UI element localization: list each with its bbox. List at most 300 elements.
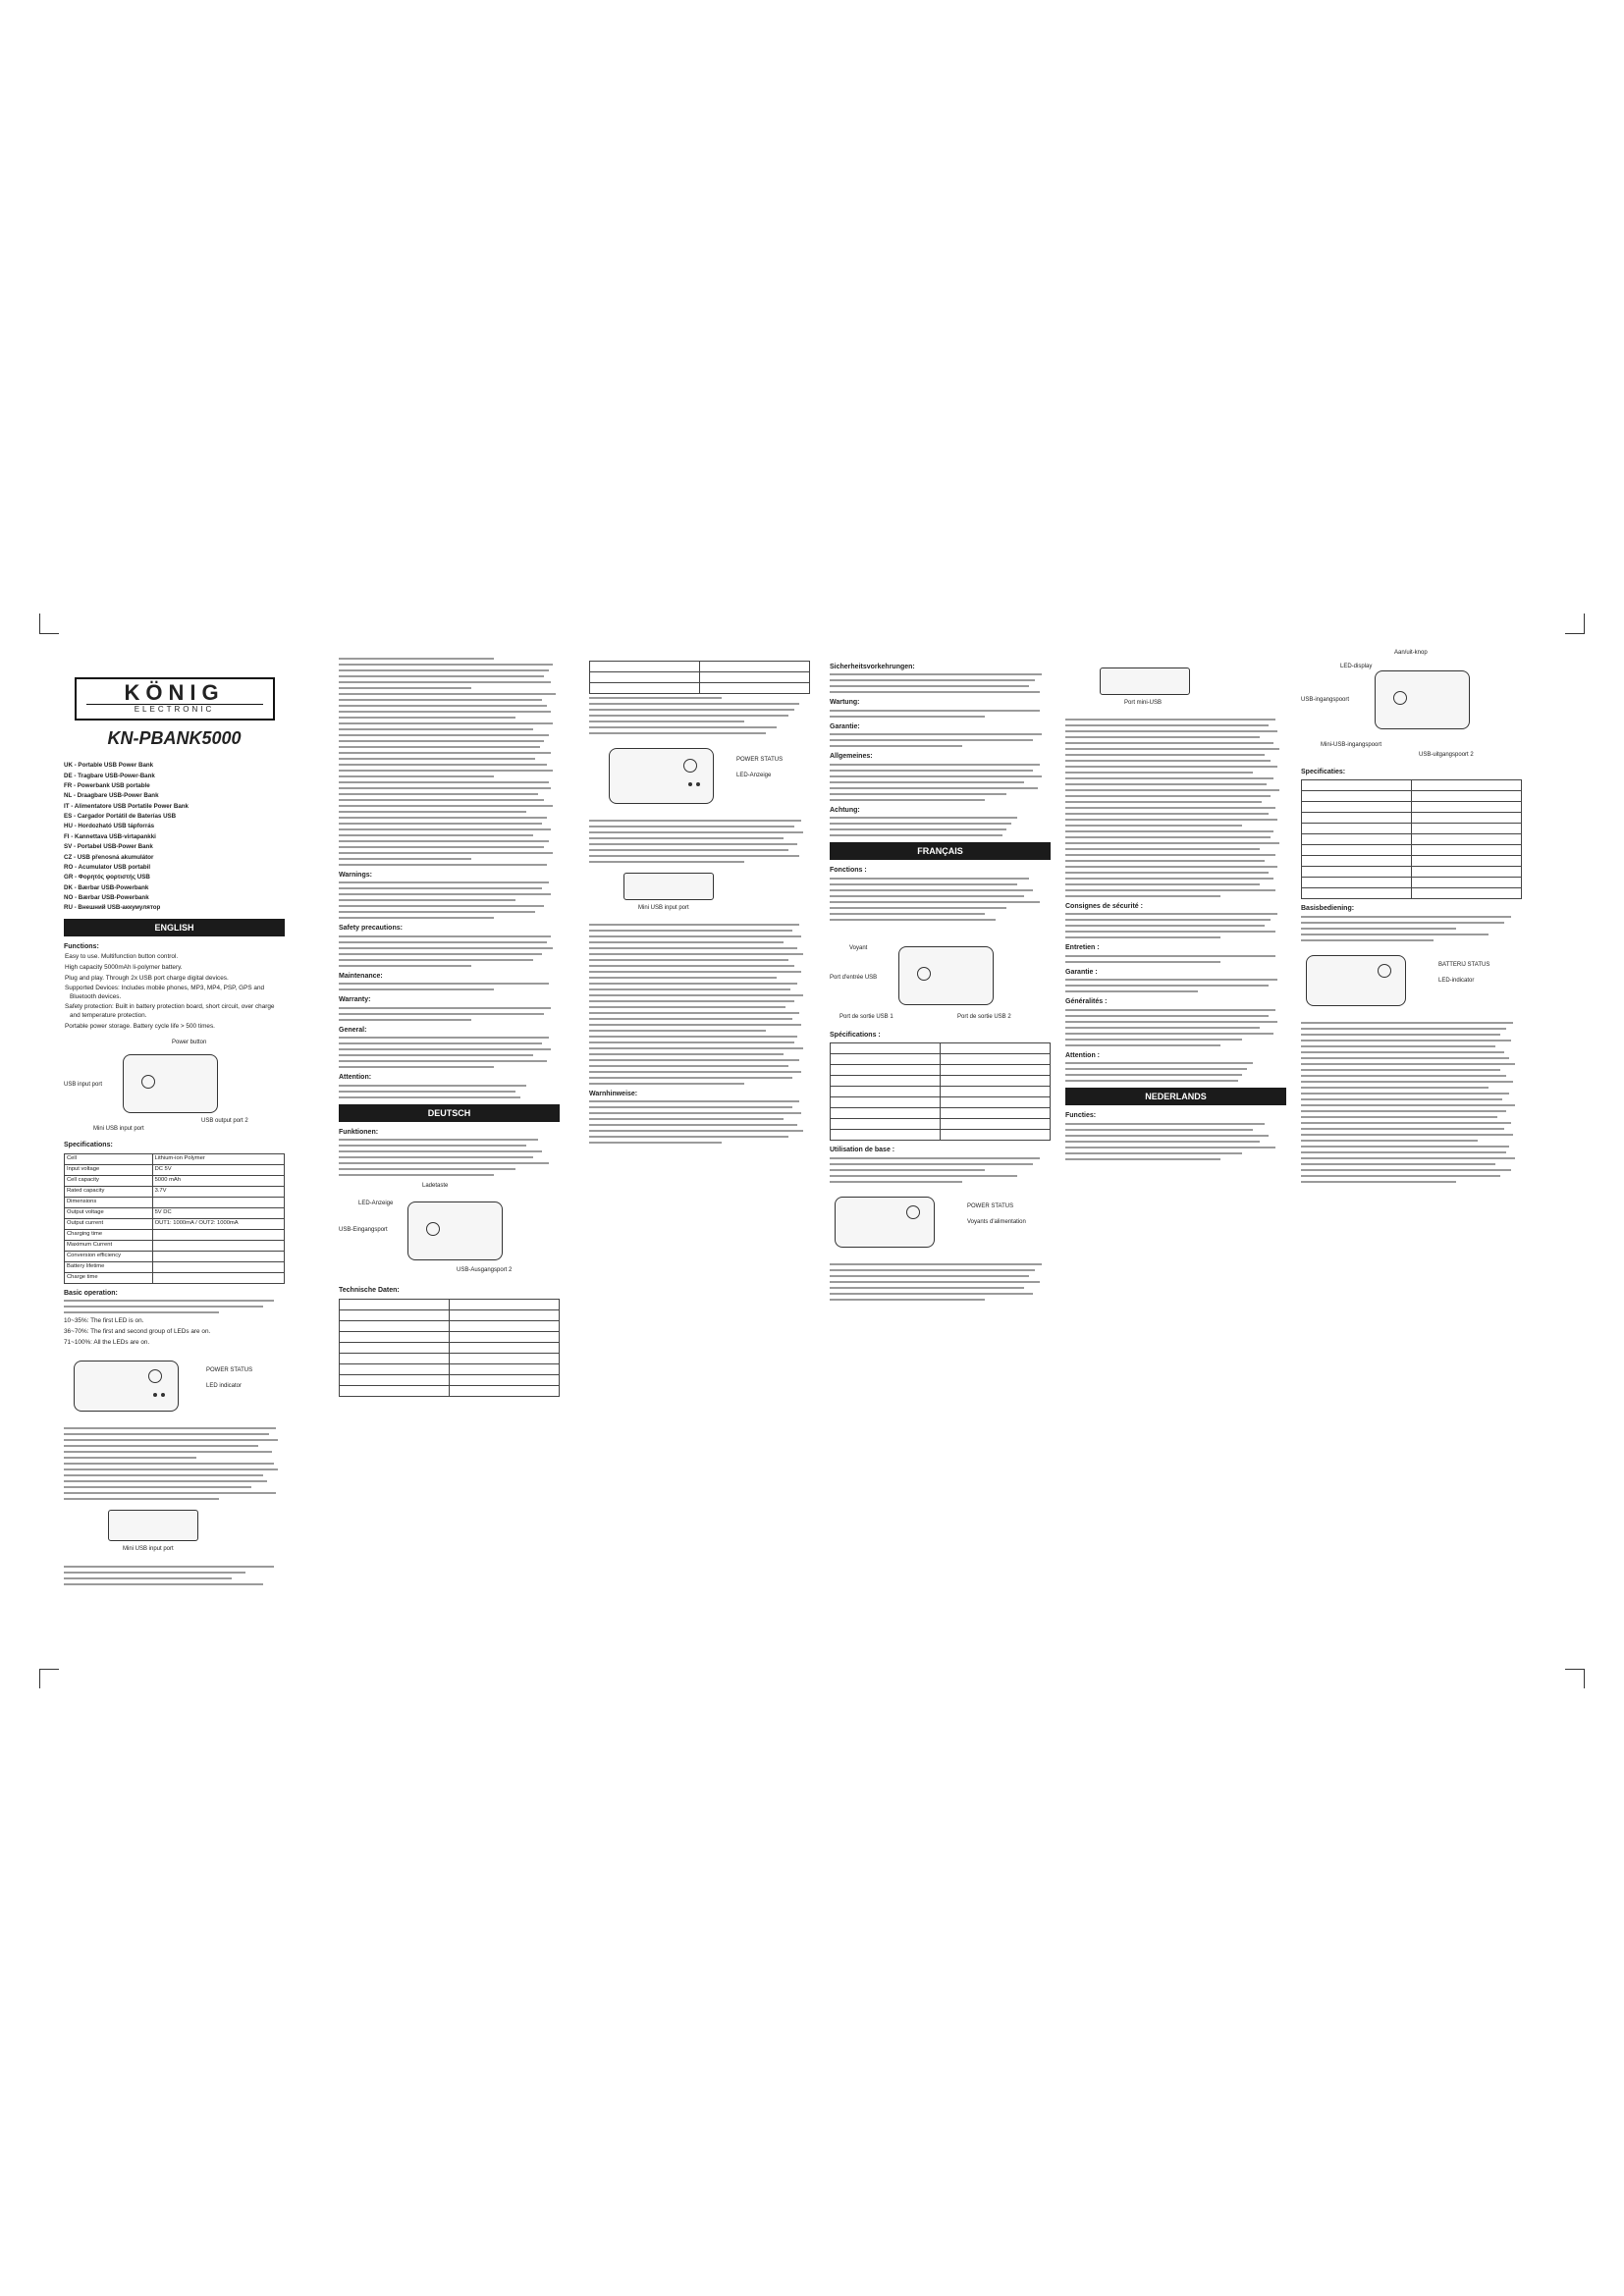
spec-cell [1412, 867, 1522, 878]
spec-cell [941, 1054, 1051, 1065]
power-bank-illustration [898, 946, 994, 1005]
spec-label: Maximum Current [65, 1240, 153, 1251]
led-level-item: 71~100%: All the LEDs are on. [64, 1338, 150, 1346]
spec-value: OUT1: 1000mA / OUT2: 1000mA [152, 1218, 284, 1229]
spec-cell [340, 1374, 450, 1385]
paragraph-placeholder [830, 878, 1051, 921]
utilisation-heading: Utilisation de base : [830, 1147, 895, 1154]
spec-cell [831, 1087, 941, 1097]
table-row [831, 1108, 1051, 1119]
callout-led-display: LED-display [1340, 664, 1373, 669]
model-title: KN-PBANK5000 [107, 728, 242, 748]
basic-operation-heading: Basic operation: [64, 1289, 118, 1297]
paragraph-placeholder [589, 820, 810, 863]
power-button-icon [683, 759, 697, 773]
spec-cell [340, 1299, 450, 1309]
table-row [1302, 856, 1522, 867]
power-bank-illustration [74, 1361, 179, 1412]
table-row [340, 1320, 560, 1331]
spec-label: Battery lifetime [65, 1261, 153, 1272]
device-figure-de [339, 1182, 560, 1280]
function-item: High capacity 5000mAh li-polymer battery. [65, 963, 183, 971]
spec-cell [340, 1320, 450, 1331]
callout-led-anzeige: LED-Anzeige [736, 773, 772, 778]
column-1 [64, 658, 285, 1589]
led-icon [688, 782, 692, 786]
table-row [1302, 834, 1522, 845]
entretien-heading: Entretien : [1065, 944, 1100, 952]
consignes-heading: Consignes de sécurité : [1065, 903, 1143, 910]
mini-usb-connector-illustration [108, 1510, 198, 1541]
section-bar-english: ENGLISH [64, 919, 285, 936]
table-row [340, 1374, 560, 1385]
paragraph-placeholder [1065, 1123, 1286, 1160]
paragraph-placeholder [1065, 1062, 1286, 1082]
crop-mark [1584, 614, 1585, 633]
function-item: Safety protection: Built in battery protection board, short circuit, over charge and temperature protection. [65, 1003, 275, 1020]
spec-cell [450, 1385, 560, 1396]
table-row [1302, 802, 1522, 813]
spec-cell [1302, 813, 1412, 824]
logo-bottom-text: ELECTRONIC [86, 704, 263, 716]
spec-table-de-cont [589, 661, 810, 694]
spec-cell [340, 1353, 450, 1363]
spec-cell [1302, 802, 1412, 813]
spec-table-fr [830, 1042, 1051, 1141]
table-row [65, 1251, 285, 1261]
paragraph-placeholder [1065, 979, 1286, 992]
table-row [340, 1309, 560, 1320]
garantie-fr-heading: Garantie : [1065, 968, 1098, 976]
spec-cell [450, 1353, 560, 1363]
table-row [340, 1299, 560, 1309]
section-bar-nederlands: NEDERLANDS [1065, 1088, 1286, 1105]
table-row [1302, 824, 1522, 834]
functies-heading: Functies: [1065, 1112, 1097, 1120]
crop-mark [39, 614, 40, 633]
spec-cell [340, 1363, 450, 1374]
spec-cell [340, 1309, 450, 1320]
language-item: RU - Внешний USB-аккумулятор [64, 904, 161, 912]
spec-cell [831, 1043, 941, 1054]
callout-usb-in: USB-ingangspoort [1301, 697, 1350, 703]
table-row [65, 1229, 285, 1240]
language-item: NL - Draagbare USB-Power Bank [64, 792, 159, 800]
language-item: CZ - USB přenosná akumulátor [64, 853, 154, 861]
power-button-icon [906, 1205, 920, 1219]
paragraph-placeholder [830, 764, 1051, 801]
paragraph-placeholder [589, 1100, 810, 1144]
crop-mark [1565, 1669, 1585, 1670]
function-item: Easy to use. Multifunction button control. [65, 953, 179, 961]
table-row [1302, 878, 1522, 888]
language-item: DK - Bærbar USB-Powerbank [64, 883, 149, 891]
column-2 [339, 658, 560, 1400]
column-6 [1301, 643, 1522, 1187]
table-row [65, 1272, 285, 1283]
spec-cell [450, 1331, 560, 1342]
spec-cell [1412, 856, 1522, 867]
table-row [340, 1331, 560, 1342]
spec-label: Rated capacity [65, 1186, 153, 1197]
sicherheit-heading: Sicherheitsvorkehrungen: [830, 664, 915, 670]
table-row [340, 1363, 560, 1374]
spec-cell [941, 1097, 1051, 1108]
crop-mark [1584, 1669, 1585, 1688]
language-item: RO - Acumulator USB portabil [64, 863, 151, 871]
language-item: NO - Bærbar USB-Powerbank [64, 893, 149, 901]
table-row [1302, 888, 1522, 899]
attention-heading: Attention: [339, 1074, 372, 1082]
paragraph-placeholder [1301, 1022, 1522, 1183]
paragraph-placeholder [830, 673, 1051, 693]
language-item: DE - Tragbare USB-Power-Bank [64, 772, 155, 779]
table-row [1302, 867, 1522, 878]
funktionen-heading: Funktionen: [339, 1128, 379, 1136]
spec-value [152, 1240, 284, 1251]
table-row [340, 1342, 560, 1353]
paragraph-placeholder [1065, 1009, 1286, 1046]
spec-cell [700, 672, 810, 683]
callout-port-usb2: Port de sortie USB 2 [957, 1013, 1011, 1020]
spec-cell [831, 1097, 941, 1108]
attention-fr-heading: Attention : [1065, 1051, 1100, 1059]
power-button-icon [148, 1369, 162, 1383]
power-bank-illustration [123, 1054, 218, 1113]
specs-heading: Specifications: [64, 1142, 113, 1149]
paragraph-placeholder [339, 1007, 560, 1021]
power-button-icon [426, 1222, 440, 1236]
paragraph-placeholder [1065, 955, 1286, 963]
spec-label: Output current [65, 1218, 153, 1229]
led-figure [64, 1353, 285, 1421]
crop-mark [39, 633, 59, 634]
language-list [64, 762, 285, 912]
callout-power-button: Power button [172, 1040, 207, 1046]
spec-value: DC 5V [152, 1164, 284, 1175]
spec-value [152, 1251, 284, 1261]
callout-led-indicator: LED-indicator [1438, 977, 1475, 984]
paragraph-placeholder [339, 1037, 560, 1068]
table-row [831, 1087, 1051, 1097]
mini-usb-figure-fr [1065, 664, 1286, 713]
paragraph-placeholder [339, 658, 560, 866]
fonctions-heading: Fonctions : [830, 867, 867, 875]
paragraph-placeholder [830, 1263, 1051, 1301]
paragraph-placeholder [339, 935, 560, 967]
table-row [1302, 845, 1522, 856]
spec-cell [1302, 824, 1412, 834]
callout-usb-output-2: USB output port 2 [201, 1118, 248, 1125]
paragraph-placeholder [339, 983, 560, 990]
table-row [65, 1207, 285, 1218]
mini-usb-figure-de [589, 869, 810, 918]
garantie-heading: Garantie: [830, 722, 860, 730]
column-3 [589, 658, 810, 1148]
spec-cell [1412, 780, 1522, 791]
callout-mini-usb: Mini USB input port [123, 1546, 174, 1553]
specifications-fr-heading: Spécifications : [830, 1031, 881, 1039]
table-row [1302, 780, 1522, 791]
callout-port-entree: Port d'entrée USB [830, 974, 878, 981]
spec-value [152, 1261, 284, 1272]
table-row [590, 662, 810, 672]
paragraph-placeholder [1065, 719, 1286, 897]
callout-port-usb1: Port de sortie USB 1 [839, 1013, 893, 1020]
spec-cell [831, 1076, 941, 1087]
spec-cell [340, 1331, 450, 1342]
led-figure-nl [1301, 947, 1522, 1016]
callout-batterij-status: BATTERIJ STATUS [1438, 961, 1490, 968]
language-item: UK - Portable USB Power Bank [64, 762, 154, 770]
spec-cell [590, 683, 700, 694]
column-5 [1065, 658, 1286, 1164]
callout-ladetaste: Ladetaste [422, 1183, 449, 1190]
spec-cell [700, 683, 810, 694]
led-icon [161, 1393, 165, 1397]
spec-cell [1302, 791, 1412, 802]
spec-cell [340, 1342, 450, 1353]
table-row [340, 1385, 560, 1396]
spec-value [152, 1272, 284, 1283]
led-figure-de [589, 740, 810, 814]
paragraph-placeholder [830, 710, 1051, 718]
paragraph-placeholder [339, 1085, 560, 1098]
language-item: IT - Alimentatore USB Portatile Power Bank [64, 802, 189, 810]
paragraph-placeholder [64, 1300, 285, 1313]
spec-label: Cell [65, 1153, 153, 1164]
spec-label: Output voltage [65, 1207, 153, 1218]
spec-label: Input voltage [65, 1164, 153, 1175]
spec-cell [941, 1076, 1051, 1087]
table-row [65, 1197, 285, 1207]
spec-cell [831, 1119, 941, 1130]
spec-value: 3.7V [152, 1186, 284, 1197]
paragraph-placeholder [1301, 916, 1522, 941]
callout-port-mini: Port mini-USB [1124, 700, 1163, 706]
power-button-icon [1393, 691, 1407, 705]
spec-cell [1302, 888, 1412, 899]
spec-cell [1302, 834, 1412, 845]
callout-mini-usb: Mini USB input port [638, 905, 689, 911]
spec-cell [941, 1119, 1051, 1130]
spec-cell [450, 1309, 560, 1320]
function-item: Supported Devices: Includes mobile phones, MP3, MP4, PSP, GPS and Bluetooth devices. [65, 985, 265, 1000]
paragraph-placeholder [1065, 913, 1286, 938]
spec-cell [1412, 802, 1522, 813]
language-item: FR - Powerbank USB portable [64, 782, 150, 790]
callout-usb-ausgang: USB-Ausgangsport 2 [457, 1267, 513, 1274]
basisbediening-heading: Basisbediening: [1301, 905, 1355, 913]
callout-mini-usb: Mini USB input port [93, 1126, 144, 1133]
power-bank-illustration [835, 1197, 935, 1248]
table-row [831, 1065, 1051, 1076]
language-item: FI - Kannettava USB-virtapankki [64, 832, 156, 840]
section-bar-francais: FRANÇAIS [830, 842, 1051, 860]
spec-cell [1302, 780, 1412, 791]
table-row [340, 1353, 560, 1363]
specificaties-heading: Specificaties: [1301, 769, 1346, 775]
spec-cell [700, 662, 810, 672]
spec-cell [1412, 878, 1522, 888]
paragraph-placeholder [64, 1427, 285, 1500]
table-row [65, 1164, 285, 1175]
led-level-item: 10~35%: The first LED is on. [64, 1317, 144, 1325]
table-row [831, 1097, 1051, 1108]
spec-label: Cell capacity [65, 1175, 153, 1186]
spec-cell [1302, 856, 1412, 867]
power-button-icon [141, 1075, 155, 1089]
callout-led-indicator: LED indicator [206, 1383, 243, 1390]
spec-cell [340, 1385, 450, 1396]
wartung-heading: Wartung: [830, 699, 860, 707]
power-bank-illustration [609, 748, 714, 804]
crop-mark [39, 1669, 40, 1688]
paragraph-placeholder [830, 1157, 1051, 1183]
power-bank-illustration [1375, 670, 1470, 729]
language-item: HU - Hordozható USB tápforrás [64, 823, 155, 830]
functions-heading: Functions: [64, 942, 99, 950]
device-figure-fr [830, 927, 1051, 1025]
callout-usb-out2: USB-uitgangspoort 2 [1419, 752, 1474, 758]
table-row [65, 1261, 285, 1272]
crop-mark [1565, 633, 1585, 634]
spec-cell [450, 1342, 560, 1353]
power-bank-illustration [407, 1201, 503, 1260]
spec-label: Conversion efficiency [65, 1251, 153, 1261]
paragraph-placeholder [830, 817, 1051, 836]
warranty-heading: Warranty: [339, 996, 371, 1004]
led-level-item: 36~70%: The first and second group of LEDs are on. [64, 1327, 211, 1335]
table-row [831, 1130, 1051, 1141]
paragraph-placeholder [339, 881, 560, 919]
technische-daten-heading: Technische Daten: [339, 1287, 400, 1295]
spec-cell [450, 1299, 560, 1309]
spec-value [152, 1229, 284, 1240]
spec-cell [1412, 813, 1522, 824]
function-item: Plug and play. Through 2x USB port charge digital devices. [65, 974, 229, 982]
callout-aan-uit: Aan/uit-knop [1394, 650, 1428, 656]
paragraph-placeholder [64, 1566, 285, 1585]
spec-label: Charging time [65, 1229, 153, 1240]
table-row [831, 1076, 1051, 1087]
section-bar-deutsch: DEUTSCH [339, 1104, 560, 1122]
safety-heading: Safety precautions: [339, 925, 403, 933]
callout-mini: Mini-USB-ingangspoort [1321, 742, 1382, 748]
spec-cell [1412, 834, 1522, 845]
spec-cell [1302, 845, 1412, 856]
power-button-icon [917, 967, 931, 981]
table-row [1302, 791, 1522, 802]
callout-usb-eingang: USB-Eingangsport [339, 1227, 388, 1234]
allgemein-heading: Allgemeines: [830, 753, 873, 761]
table-row [831, 1054, 1051, 1065]
language-item: ES - Cargador Portátil de Baterías USB [64, 813, 177, 821]
spec-table [64, 1153, 285, 1284]
led-icon [153, 1393, 157, 1397]
spec-value: Lithium-ion Polymer [152, 1153, 284, 1164]
power-button-icon [1378, 964, 1391, 978]
callout-led: LED-Anzeige [358, 1201, 394, 1207]
spec-cell [1412, 888, 1522, 899]
device-figure [64, 1037, 285, 1135]
table-row [590, 672, 810, 683]
spec-cell [831, 1130, 941, 1141]
crop-mark [39, 1669, 59, 1670]
spec-cell [1412, 824, 1522, 834]
paragraph-placeholder [830, 733, 1051, 747]
logo-top-text: KÖNIG [124, 680, 225, 706]
spec-value: 5000 mAh [152, 1175, 284, 1186]
language-item: GR - Φορητός φορτιστής USB [64, 874, 150, 881]
spec-cell [590, 672, 700, 683]
warnings-heading: Warnings: [339, 872, 372, 879]
spec-cell [831, 1054, 941, 1065]
spec-cell [941, 1130, 1051, 1141]
spec-value: 5V DC [152, 1207, 284, 1218]
table-row [65, 1175, 285, 1186]
led-figure-fr [830, 1189, 1051, 1257]
table-row [65, 1186, 285, 1197]
spec-cell [450, 1363, 560, 1374]
table-row [831, 1043, 1051, 1054]
mini-usb-figure [64, 1506, 285, 1560]
spec-cell [941, 1087, 1051, 1097]
spec-table-de [339, 1299, 560, 1397]
callout-voyant: Voyant [849, 944, 868, 951]
callout-power-status: POWER STATUS [967, 1202, 1014, 1209]
spec-cell [941, 1108, 1051, 1119]
brand-logo [75, 677, 275, 721]
power-bank-illustration [1306, 955, 1406, 1006]
maintenance-heading: Maintenance: [339, 972, 383, 980]
spec-cell [831, 1065, 941, 1076]
mini-usb-connector-illustration [623, 873, 714, 900]
callout-voyants: Voyants d'alimentation [967, 1218, 1026, 1225]
spec-cell [1302, 867, 1412, 878]
paragraph-placeholder [339, 1139, 560, 1176]
table-row [1302, 813, 1522, 824]
generalites-heading: Généralités : [1065, 998, 1108, 1006]
callout-power-status: POWER STATUS [736, 757, 784, 763]
warnhinweise-heading: Warnhinweise: [589, 1091, 638, 1097]
spec-cell [941, 1065, 1051, 1076]
paragraph-placeholder [589, 697, 810, 734]
spec-cell [450, 1374, 560, 1385]
spec-cell [941, 1043, 1051, 1054]
callout-power-status: POWER STATUS [206, 1367, 253, 1374]
spec-value [152, 1197, 284, 1207]
language-item: SV - Portabel USB-Power Bank [64, 843, 153, 851]
column-4 [830, 658, 1051, 1305]
table-row [65, 1218, 285, 1229]
callout-usb-input: USB input port [64, 1082, 103, 1089]
led-icon [696, 782, 700, 786]
table-row [65, 1153, 285, 1164]
spec-table-nl [1301, 779, 1522, 899]
spec-cell [831, 1108, 941, 1119]
general-heading: General: [339, 1026, 367, 1034]
paragraph-placeholder [589, 924, 810, 1085]
function-item: Portable power storage. Battery cycle life > 500 times. [65, 1022, 215, 1030]
mini-usb-connector-illustration [1100, 667, 1190, 695]
spec-cell [450, 1320, 560, 1331]
table-row [65, 1240, 285, 1251]
spec-cell [1302, 878, 1412, 888]
spec-cell [590, 662, 700, 672]
spec-cell [1412, 791, 1522, 802]
device-figure-nl [1301, 649, 1522, 762]
